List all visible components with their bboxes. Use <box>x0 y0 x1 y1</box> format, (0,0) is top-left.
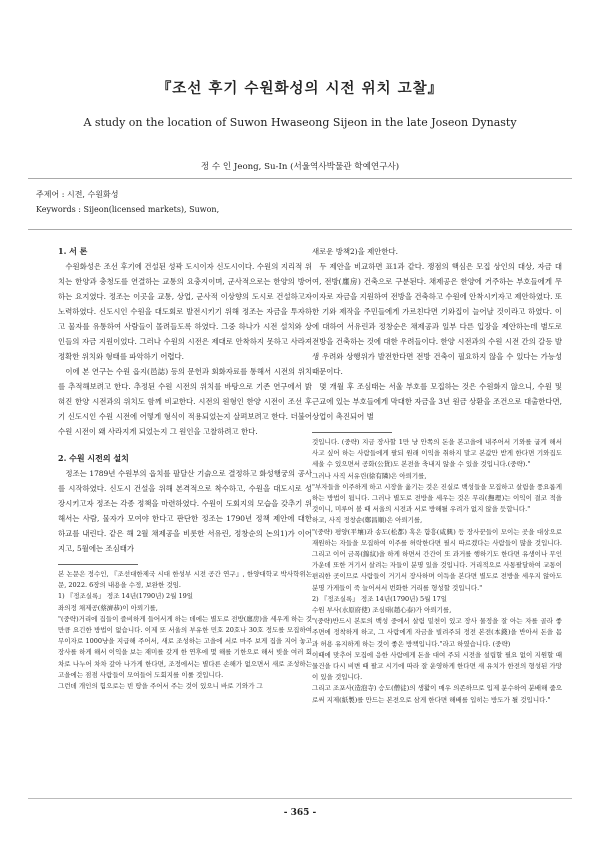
footnote-line: 그런데 개인의 힘으로는 빈 땅을 주어서 주는 것이 있으니 바로 기와가 그 <box>58 682 263 691</box>
footnote-line: "부자들을 이주하게 하고 시장을 옮기는 것은 진실로 백성들을 모집하고 살림을 풍요롭게 하는 방법이 됩니다. 그러나 별도로 전방을 세우는 것은 무리(撫理)는 이익이 결코 적을 것이니, 미루어 볼 때 서울의 시전과 서로 방해될 우려가 없지 않을 듯합니다." <box>312 482 562 514</box>
paper-subtitle: A study on the location of Suwon Hwaseong Sijeon in the late Joseon Dynasty <box>83 116 517 129</box>
footnote-line: 그리고 조포사(造泡寺) 승도(僧徒)의 생활이 매우 의존하므로 입제 분수하여 분배해 줍으로써 지제(紙製)를 만드는 본전으로 삼게 한다면 해배를 입히는 방도가 될 것입니다." <box>312 684 562 704</box>
body-paragraph: 이에 본 연구는 수원 읍지(邑誌) 등의 문헌과 회화자료를 통해서 시전의 위치를 추적해보려고 한다. 추정된 수원 시전의 위치를 바탕으로 기존 연구에서 밝혀진 한양 시전과의 위치도 함께 비교한다. 시전의 원형인 한양 시전이 조선 후기 신도시인 수원 시전에 어떻게 형식이 적용되었는지 살펴보려고 한다. 더불어 수원 시전이 왜 사라지게 되었는지 그 원인을 고찰하려고 한다. <box>58 367 312 436</box>
body-paragraph: 수원화성은 조선 후기에 건설된 성곽 도시이자 신도시이다. 수원의 지리적 위치는 한양과 충청도를 연결하는 교통의 요충지이며, 군사적으로는 한양의 방어하는 요지였다. 정조는 이곳을 교통, 상업, 군사적 이상향의 도시로 건설하고자 노력하였다. 신도시인 수원을 대도회로 발전시키기 위해 정조는 자금을 투자하고 물자를 유통하여 사람들이 몰려들도록 하였다. 그중 하나가 시전 설치와 상인들의 자금 지원이었다. 그러나 수원의 시전은 제대로 안착하지 못하고 사라져 정확한 위치와 형태를 파악하기 어렵다. <box>58 262 312 361</box>
body-paragraph: 정조는 1789년 수원부의 읍치를 팔달산 기슭으로 결정하고 화성행궁의 공사를 시작하였다. 신도시 건설을 위해 본격적으로 착수하고, 수원을 대도시로 성장시키고자 정조는 각종 정책을 마련하였다. 수원이 도회지의 모습을 갖추기 위해서는 사람, 물자가 모여야 한다고 판단한 정조는 1790년 정책 제안에 대한 하교를 내린다. 같은 해 2월 채제공을 비롯한 서유린, 정창순의 논의1)가 이어지고, 5월에는 조심태가 <box>58 469 312 553</box>
section-heading-intro: 1. 서 론 <box>58 246 88 256</box>
footnote-line: "(중략) 평양(平壤)과 송도(松都) 혹은 함흥(咸興) 등 장사꾼들이 모이는 곳을 대상으로 재원하는 자들을 모집하여 이주를 허락한다면 필시 따르겠다는 사람들이 많을 것입니다. 그리고 이어 금폭(錦紋)을 하게 하면서 간간이 또 과거를 행하기도 한다면 유생이나 무인 가운데 또한 거기서 살려는 자들이 분명 있을 것입니다. 거리적으로 사통팔달하여 교통이 편리한 곳이므로 사람들이 거기서 장사하며 이득을 본다면 별도로 전방을 세우지 않아도 분명 가게들이 죽 늘어서서 번화한 거리를 형성할 것입니다." <box>312 527 562 592</box>
author-line: 정 수 인 Jeong, Su-In (서울역사박물관 학예연구사) <box>200 162 400 172</box>
left-column <box>58 244 312 692</box>
footnote-line: "(중략)거리에 집들이 즐비하게 들어서게 하는 데에는 별도로 전방(廛房)을 세우게 하는 것만큼 요긴한 방법이 없습니다. 이제 또 서울의 부유한 민호 20호나 30호 정도를 모집하여 무이자로 1000냥을 지급해 주어서, 새로 조성하는 고을에 서로 마주 보게 집을 지어 놓고 장사를 하게 해서 이익을 보는 재미를 갖게 한 연후에 몇 해를 기한으로 해서 빚을 여러 회차로 나누어 차차 갚아 나가게 한다면, 조정에서는 별다른 손해가 없으면서 새로 조성하는 고을에는 점점 사람들이 모여들어 도회지를 이룰 것입니다. <box>58 614 313 679</box>
footnote-line: 하고, 사직 정창순(鄭昌順)은 아뢰기를, <box>312 516 423 525</box>
footnote-line: 것입니다. (중략) 지금 장사할 1만 냥 안쪽의 돈을 본고을에 내주어서 기와를 굽게 해서 사고 싶어 하는 사람들에게 팔되 원래 이익을 취하지 말고 본값만 받게 한다면 기와집도 세울 수 있으면서 공화(公貨)도 본전을 축내지 않을 수 있을 것입니다.(중략)." <box>312 438 562 469</box>
footnote-line: 그러나 사직 서유린(徐有隣)은 아뢰기를, <box>312 471 427 480</box>
footnote-line: 좌의정 채제공(蔡濟恭)이 아뢰기를, <box>58 603 158 612</box>
footnote-divider <box>312 432 392 433</box>
footnotes <box>312 437 562 706</box>
footnotes <box>58 569 312 692</box>
footnote-line: 이때에 맞추어 모집에 응한 사람에게 돈을 대여 주되 시전을 설립할 필요 없이 지원할 때 물건을 다시 비변 때 팔고 시기에 따라 잘 운영하게 한다면 새 유치가 한전의 형성된 가망이 있을 것입니다. <box>312 650 562 682</box>
footnote-divider <box>58 564 138 565</box>
page-number: - 365 - <box>283 808 317 818</box>
section-heading-establishment: 2. 수원 시전의 설치 <box>58 453 129 463</box>
right-column <box>312 244 562 706</box>
footer-divider <box>28 798 572 799</box>
footnote-line: 수원 부사(水原府使) 조심태(趙心泰)가 아뢰기를, <box>312 606 452 615</box>
body-paragraph: 몇 개월 후 조심태는 서울 부호를 모집하는 것은 수원화지 않으니, 수원 및 근교에 있는 부호들에게 막대한 자금을 3년 원금 상환을 조건으로 대출한다면, 상업이 촉진되어 별 <box>312 382 562 421</box>
keywords-ko: 주제어 : 시전, 수원화성 <box>36 190 119 199</box>
keywords-en: Keywords : Sijeon(licensed markets), Suwon, <box>36 205 220 214</box>
footnote-line: 2) 『정조실록』 정조 14년(1790년) 5월 17일 <box>312 594 448 603</box>
footnote-line: 본 논문은 정수인, 『조선대한제국 시대 한성부 시전 공간 연구』, 한양대학교 박사학위논문, 2022. 6장의 내용을 수정, 보완한 것임. <box>58 570 312 590</box>
footnote-line: 1) 『정조실록』 정조 14년(1790년) 2월 19일 <box>58 592 194 601</box>
footnote-line: "(중략)반드시 본토의 백성 중에서 살림 밑천이 있고 장사 물정을 잘 아는 자를 골라 좋 주면에 정착하게 하고, 그 사람에게 자금을 빌려주되 정전 본전(本錢)을 반아서 돈을 몸과 허용 유지하게 하는 것이 좋은 방책입니다."라고 하였습니다. (중략) <box>312 617 562 648</box>
body-paragraph: 새로운 방책2)을 제안한다. <box>312 247 399 256</box>
body-paragraph: 두 제안을 비교하면 표1과 같다. 쟁점의 핵심은 모집 상인의 대상, 자금 대여, 전방(廛房) 건축으로 구분된다. 채제공은 한양에 거주하는 부호들에게 무이자로 자금을 지원하여 전방을 건축하고 수원에 안착시키자고 제안하였다. 또한 기와 제작을 주민들에게 가르친다면 기와집이 늘어날 것이라고 하였다. 이에 대하여 서유린과 정창순은 채제공과 일부 다른 입장을 제안하는데 별도로 전방을 건축하는 것에 대한 우려들이다. 한양 시전과의 수원 시전 간의 갈등 발생 우려와 상행위가 발전한다면 전방 건축이 필요하지 않을 수 있다는 가능성 때문이다. <box>312 262 562 376</box>
keywords-box <box>28 178 572 230</box>
paper-title: 『조선 후기 수원화성의 시전 위치 고찰』 <box>156 80 444 97</box>
